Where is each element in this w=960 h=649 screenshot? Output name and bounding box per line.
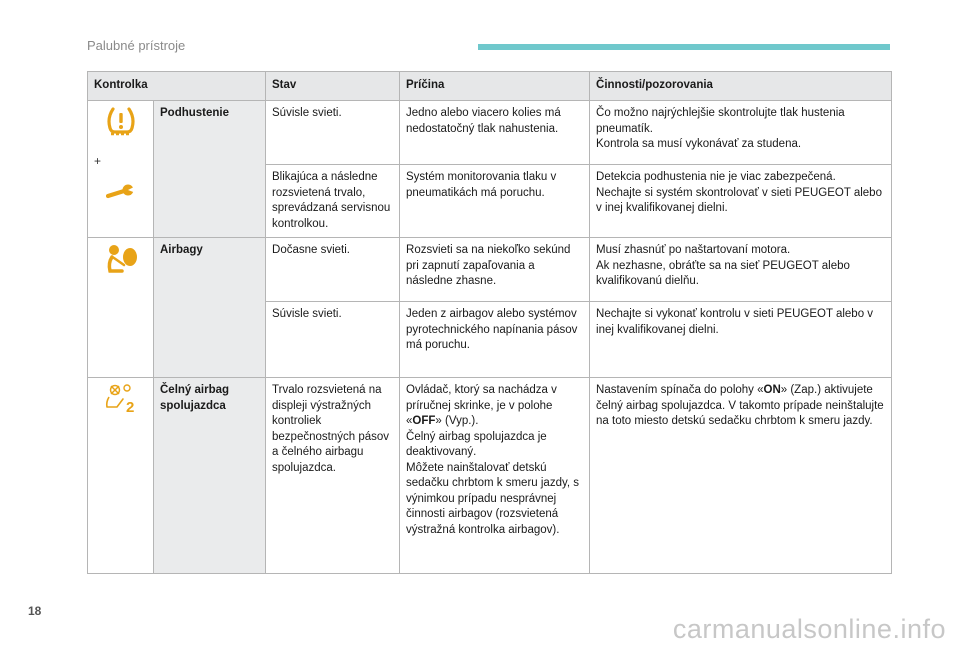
cell-pricina-text-a: Ovládač, ktorý sa nachádza v príručnej skrinke, je v polohe « — [406, 384, 557, 427]
tire-pressure-warning-icon — [105, 106, 137, 136]
column-header-stav: Stav — [266, 72, 400, 101]
table-row — [88, 378, 892, 574]
cell-pricina: Jeden z airbagov alebo systémov pyrotechnického napínania pásov má poruchu. — [400, 302, 590, 378]
icon-cell-airbagy — [88, 238, 154, 378]
icon-cell-podhustenie — [88, 101, 154, 238]
table-row — [88, 238, 892, 302]
cell-stav: Dočasne svieti. — [266, 238, 400, 302]
airbag-icon — [104, 243, 138, 275]
column-header-pricina: Príčina — [400, 72, 590, 101]
wrench-service-icon — [106, 184, 136, 200]
cell-cinnosti-text-b: » (Zap.) aktivujete čelný airbag spolujazdca. V takomto prípade neinštalujte na toto miesto detskú sedačku chrbtom k smeru jazdy. — [596, 384, 884, 427]
column-header-kontrolka: Kontrolka — [88, 72, 266, 101]
cell-stav: Trvalo rozsvietená na displeji výstražných kontroliek bezpečnostných pásov a čelného airbagu spolujazdca. — [266, 378, 400, 574]
cell-pricina: Rozsvieti sa na niekoľko sekúnd pri zapnutí zapaľovania a následne zhasne. — [400, 238, 590, 302]
cell-cinnosti: Nechajte si vykonať kontrolu v sieti PEUGEOT alebo v inej kvalifikovanej dielni. — [590, 302, 892, 378]
cell-stav: Blikajúca a následne rozsvietená trvalo, sprevádzaná servisnou kontrolkou. — [266, 165, 400, 238]
group-name-celny-airbag: Čelný airbag spolujazdca — [154, 378, 266, 574]
header-accent-bar — [478, 44, 890, 50]
section-title: Palubné prístroje — [87, 38, 186, 53]
cell-cinnosti: Musí zhasnúť po naštartovaní motora. Ak nezhasne, obráťte sa na sieť PEUGEOT alebo kvalifikovanú dielňu. — [590, 238, 892, 302]
svg-text:2: 2 — [125, 399, 134, 413]
watermark: carmanualsonline.info — [672, 614, 946, 644]
cell-cinnosti: Detekcia podhustenia nie je viac zabezpečená. Nechajte si systém skontrolovať v sieti PEUGEOT alebo v inej kvalifikovanej dielni. — [590, 165, 892, 238]
table-header-row — [88, 72, 892, 101]
cell-pricina-text-b: » (Vyp.). Čelný airbag spolujazdca je deaktivovaný. Môžete nainštalovať detskú sedačku chrbtom k smeru jazdy, s výnimkou prípadu nesprávnej činnosti airbagov (rozsvietená výstražná kontrolka airbagov). — [406, 415, 580, 536]
cell-cinnosti — [590, 378, 892, 574]
page-number: 18 — [28, 604, 42, 618]
group-name-podhustenie: Podhustenie — [154, 101, 266, 238]
cell-stav: Súvisle svieti. — [266, 101, 400, 165]
plus-sign: + — [94, 154, 102, 168]
table-row — [88, 101, 892, 165]
cell-cinnosti-text-a: Nastavením spínača do polohy « — [596, 384, 764, 396]
icon-cell-celny-airbag — [88, 378, 154, 574]
passenger-airbag-off-icon — [103, 383, 139, 413]
keyword-on: ON — [763, 384, 781, 396]
cell-stav: Súvisle svieti. — [266, 302, 400, 378]
warning-lights-table — [87, 71, 892, 574]
cell-cinnosti: Čo možno najrýchlejšie skontrolujte tlak hustenia pneumatík. Kontrola sa musí vykonávať za studena. — [590, 101, 892, 165]
column-header-cinnosti: Činnosti/pozorovania — [590, 72, 892, 101]
cell-pricina: Jedno alebo viacero kolies má nedostatočný tlak nahustenia. — [400, 101, 590, 165]
cell-pricina — [400, 378, 590, 574]
group-name-airbagy: Airbagy — [154, 238, 266, 378]
cell-pricina: Systém monitorovania tlaku v pneumatikách má poruchu. — [400, 165, 590, 238]
keyword-off: OFF — [412, 415, 436, 427]
